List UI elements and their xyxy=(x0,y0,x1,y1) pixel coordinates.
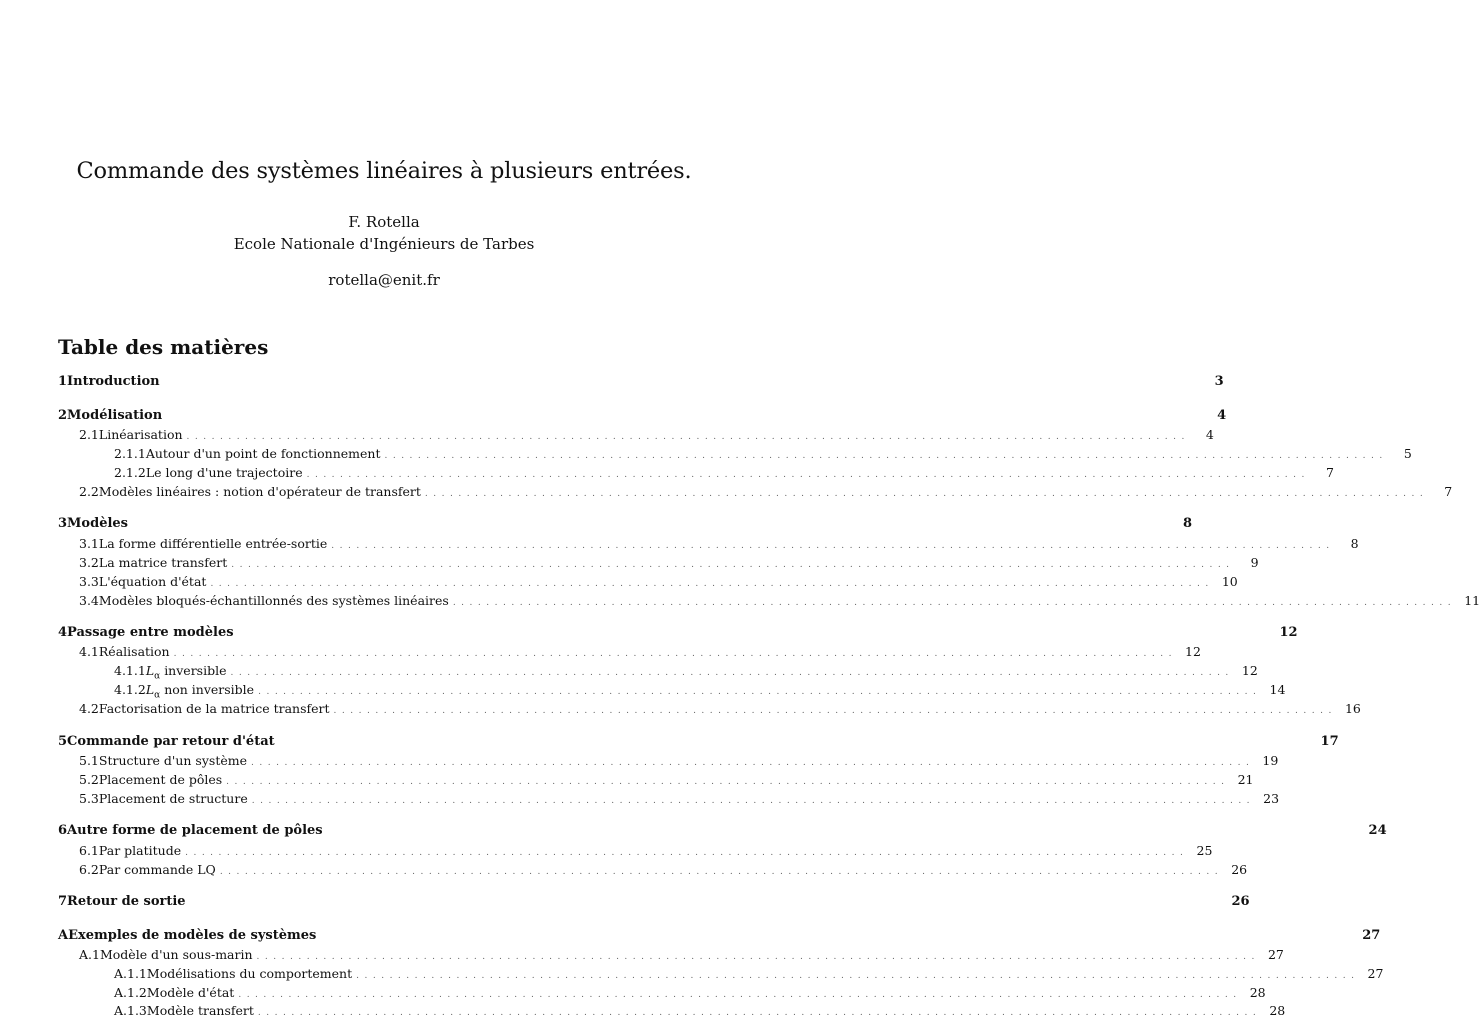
toc-entry[interactable] xyxy=(58,644,1201,662)
toc-entry-title: Placement de pôles xyxy=(98,772,223,787)
dot-leader: ........................................................................................................................ xyxy=(185,848,1189,858)
toc-entry-title: Factorisation de la matrice transfert xyxy=(98,701,330,716)
toc-entry-title: Structure d'un système xyxy=(98,753,247,768)
toc-entry-number: 2.1.1 xyxy=(114,446,146,461)
toc-entry-number: A.1.1 xyxy=(114,966,147,981)
toc-section[interactable] xyxy=(58,408,1227,426)
toc-entry[interactable] xyxy=(58,484,1453,502)
toc-entry-number: 1 xyxy=(58,374,68,389)
toc-entry-number: 3 xyxy=(58,516,68,531)
document-affiliation: Ecole Nationale d'Ingénieurs de Tarbes xyxy=(233,235,535,253)
toc-entry-number: 2 xyxy=(58,408,68,423)
toc-entry-title: Autre forme de placement de pôles xyxy=(67,823,323,838)
toc-entry-title: Retour de sortie xyxy=(67,894,186,909)
toc-entry-number: 6 xyxy=(58,823,68,838)
toc-entry-page: 19 xyxy=(1262,753,1279,768)
toc-section[interactable] xyxy=(58,734,1339,752)
toc-entry-number: 3.3 xyxy=(79,574,99,589)
dot-leader: ........................................................................................................................ xyxy=(251,758,1255,768)
toc-entry[interactable] xyxy=(58,663,1258,682)
toc-entry-number: 4.1.2 xyxy=(114,682,146,697)
toc-entry-number: 7 xyxy=(58,894,68,909)
toc-entry[interactable] xyxy=(58,427,1214,445)
toc-entry-page: 27 xyxy=(1362,928,1381,943)
dot-leader: ........................................................................................................................ xyxy=(333,706,1337,716)
dot-leader: ........................................................................................................................ xyxy=(238,990,1242,1000)
toc-entry-page: 14 xyxy=(1269,682,1286,697)
toc-section[interactable] xyxy=(58,823,1387,841)
toc-entry[interactable] xyxy=(58,791,1280,809)
toc-entry[interactable] xyxy=(58,862,1248,880)
toc-entry[interactable] xyxy=(58,947,1284,965)
toc-entry-page: 7 xyxy=(1325,465,1334,480)
toc-entry[interactable] xyxy=(58,843,1213,861)
toc-entry-page: 24 xyxy=(1368,823,1387,838)
toc-entry-page: 5 xyxy=(1403,446,1412,461)
toc-entry-page: 21 xyxy=(1237,772,1254,787)
toc-entry-page: 10 xyxy=(1221,574,1238,589)
toc-entry-page: 27 xyxy=(1267,947,1284,962)
toc-entry-number: 2.2 xyxy=(79,484,99,499)
toc-entry-title: Passage entre modèles xyxy=(67,625,234,640)
toc-entry[interactable] xyxy=(58,701,1361,719)
toc-entry-number: 6.2 xyxy=(79,862,99,877)
toc-entry-page: 9 xyxy=(1250,555,1259,570)
toc-entry-number: 4.1.1 xyxy=(114,663,146,678)
toc-entry[interactable] xyxy=(58,1003,1286,1021)
document-author: F. Rotella xyxy=(348,213,420,231)
toc-entry-title: La forme différentielle entrée-sortie xyxy=(98,536,328,551)
toc-entry-title: Par platitude xyxy=(98,843,182,858)
dot-leader: ........................................................................................................................ xyxy=(306,470,1310,480)
toc-entry[interactable] xyxy=(58,574,1238,592)
toc-entry[interactable] xyxy=(58,772,1254,790)
toc-entry-title: Le long d'une trajectoire xyxy=(145,465,303,480)
toc-entry-title: Introduction xyxy=(67,374,160,389)
toc-entry-page: 12 xyxy=(1185,644,1201,659)
toc-heading: Table des matières xyxy=(58,335,269,359)
toc-entry-title: Modélisations du comportement xyxy=(146,966,353,981)
toc-entry-title: Commande par retour d'état xyxy=(67,734,275,749)
dot-leader: ........................................................................................................................ xyxy=(256,952,1260,962)
dot-leader: ........................................................................................................................ xyxy=(356,971,1360,981)
toc-section[interactable] xyxy=(58,894,1250,912)
toc-entry-page: 4 xyxy=(1217,408,1227,423)
toc-entry-page: 26 xyxy=(1231,894,1250,909)
dot-leader: ........................................................................................................................ xyxy=(384,451,1388,461)
dot-leader: ........................................................................................................................ xyxy=(226,777,1230,787)
toc-entry-title: La matrice transfert xyxy=(98,555,228,570)
toc-entry-number: 5.3 xyxy=(79,791,99,806)
toc-entry-number: 5.1 xyxy=(79,753,99,768)
dot-leader: ........................................................................................................................ xyxy=(258,687,1262,697)
toc-entry-math: $L_\alpha$ xyxy=(145,682,161,701)
toc-entry[interactable] xyxy=(58,536,1359,554)
toc-entry-number: 3.2 xyxy=(79,555,99,570)
toc-entry[interactable] xyxy=(58,593,1480,611)
toc-entry-title: Modèles xyxy=(67,516,128,531)
dot-leader: ........................................................................................................................ xyxy=(231,560,1235,570)
toc-entry-title: Modélisation xyxy=(67,408,163,423)
toc-entry-number: 4.2 xyxy=(79,701,99,716)
toc-entry-title: Modèle d'état xyxy=(146,985,235,1000)
toc-entry-number: 3.1 xyxy=(79,536,99,551)
toc-entry-title: Réalisation xyxy=(98,644,170,659)
dot-leader: ........................................................................................................................ xyxy=(251,796,1256,806)
toc-section[interactable] xyxy=(58,516,1192,534)
dot-leader: ........................................................................................................................ xyxy=(424,489,1429,499)
toc-entry-title: $L_\alpha$ inversible xyxy=(145,663,227,682)
dot-leader: ........................................................................................................................ xyxy=(257,1008,1262,1018)
toc-entry-number: 4.1 xyxy=(79,644,99,659)
toc-entry[interactable] xyxy=(58,555,1259,573)
toc-entry-title: Autour d'un point de fonctionnement xyxy=(145,446,381,461)
toc-entry-number: A xyxy=(58,928,69,943)
dot-leader: ........................................................................................................................ xyxy=(331,541,1335,551)
toc-entry-title: $L_\alpha$ non inversible xyxy=(145,682,255,701)
toc-entry-page: 27 xyxy=(1367,966,1384,981)
toc-entry[interactable] xyxy=(58,446,1412,464)
toc-entry[interactable] xyxy=(58,753,1279,771)
toc-entry[interactable] xyxy=(58,985,1266,1003)
toc-entry-page: 12 xyxy=(1279,625,1298,640)
toc-entry-number: 4 xyxy=(58,625,68,640)
dot-leader: ........................................................................................................................ xyxy=(219,867,1224,877)
toc-entry-page: 3 xyxy=(1214,374,1224,389)
dot-leader: ........................................................................................................................ xyxy=(230,668,1234,678)
toc-entry-number: 2.1 xyxy=(79,427,99,442)
toc-entry[interactable] xyxy=(58,465,1334,483)
toc-entry-math: $L_\alpha$ xyxy=(145,663,161,682)
toc-entry-title: Linéarisation xyxy=(98,427,183,442)
toc-entry-title: Modèle d'un sous-marin xyxy=(99,947,253,962)
dot-leader: ........................................................................................................................ xyxy=(173,649,1177,659)
toc-entry-title: Placement de structure xyxy=(98,791,248,806)
toc-entry-number: 5.2 xyxy=(79,772,99,787)
dot-leader: ........................................................................................................................ xyxy=(452,598,1457,608)
toc-entry-page: 16 xyxy=(1344,701,1361,716)
toc-entry-number: A.1 xyxy=(79,947,100,962)
toc-entry-page: 8 xyxy=(1350,536,1359,551)
toc-entry-page: 4 xyxy=(1205,427,1214,442)
toc-section[interactable] xyxy=(58,374,1224,392)
document-email: rotella@enit.fr xyxy=(328,271,440,289)
toc-entry-page: 17 xyxy=(1320,734,1339,749)
toc-entry-title: Exemples de modèles de systèmes xyxy=(68,928,317,943)
toc-entry-number: 2.1.2 xyxy=(114,465,146,480)
toc-section[interactable] xyxy=(58,928,1381,946)
toc-entry-page: 8 xyxy=(1182,516,1192,531)
toc-entry-number: A.1.2 xyxy=(114,985,147,1000)
toc-entry-number: 6.1 xyxy=(79,843,99,858)
dot-leader: ........................................................................................................................ xyxy=(210,579,1214,589)
toc-entry-page: 11 xyxy=(1464,593,1480,608)
toc-entry-title: Modèle transfert xyxy=(146,1003,254,1018)
toc-entry-number: 3.4 xyxy=(79,593,99,608)
toc-entry-number: 5 xyxy=(58,734,68,749)
toc-entry-title: Modèles bloqués-échantillonnés des systèmes linéaires xyxy=(98,593,449,608)
toc-section[interactable] xyxy=(58,625,1298,643)
toc-entry[interactable] xyxy=(58,966,1384,984)
toc-entry-title: Modèles linéaires : notion d'opérateur de transfert xyxy=(98,484,421,499)
dot-leader: ........................................................................................................................ xyxy=(186,432,1190,442)
toc-entry-title: Par commande LQ xyxy=(98,862,216,877)
document-title: Commande des systèmes linéaires à plusieurs entrées. xyxy=(76,158,692,184)
toc-entry-page: 28 xyxy=(1249,985,1266,1000)
toc-entry-page: 23 xyxy=(1263,791,1280,806)
toc-entry-page: 26 xyxy=(1231,862,1248,877)
toc-entry-page: 7 xyxy=(1444,484,1453,499)
toc-entry-page: 25 xyxy=(1196,843,1213,858)
toc-entry-number: A.1.3 xyxy=(114,1003,147,1018)
toc-entry-title: L'équation d'état xyxy=(98,574,207,589)
toc-entry-page: 28 xyxy=(1269,1003,1286,1018)
toc-entry[interactable] xyxy=(58,682,1286,701)
toc-entry-page: 12 xyxy=(1241,663,1258,678)
